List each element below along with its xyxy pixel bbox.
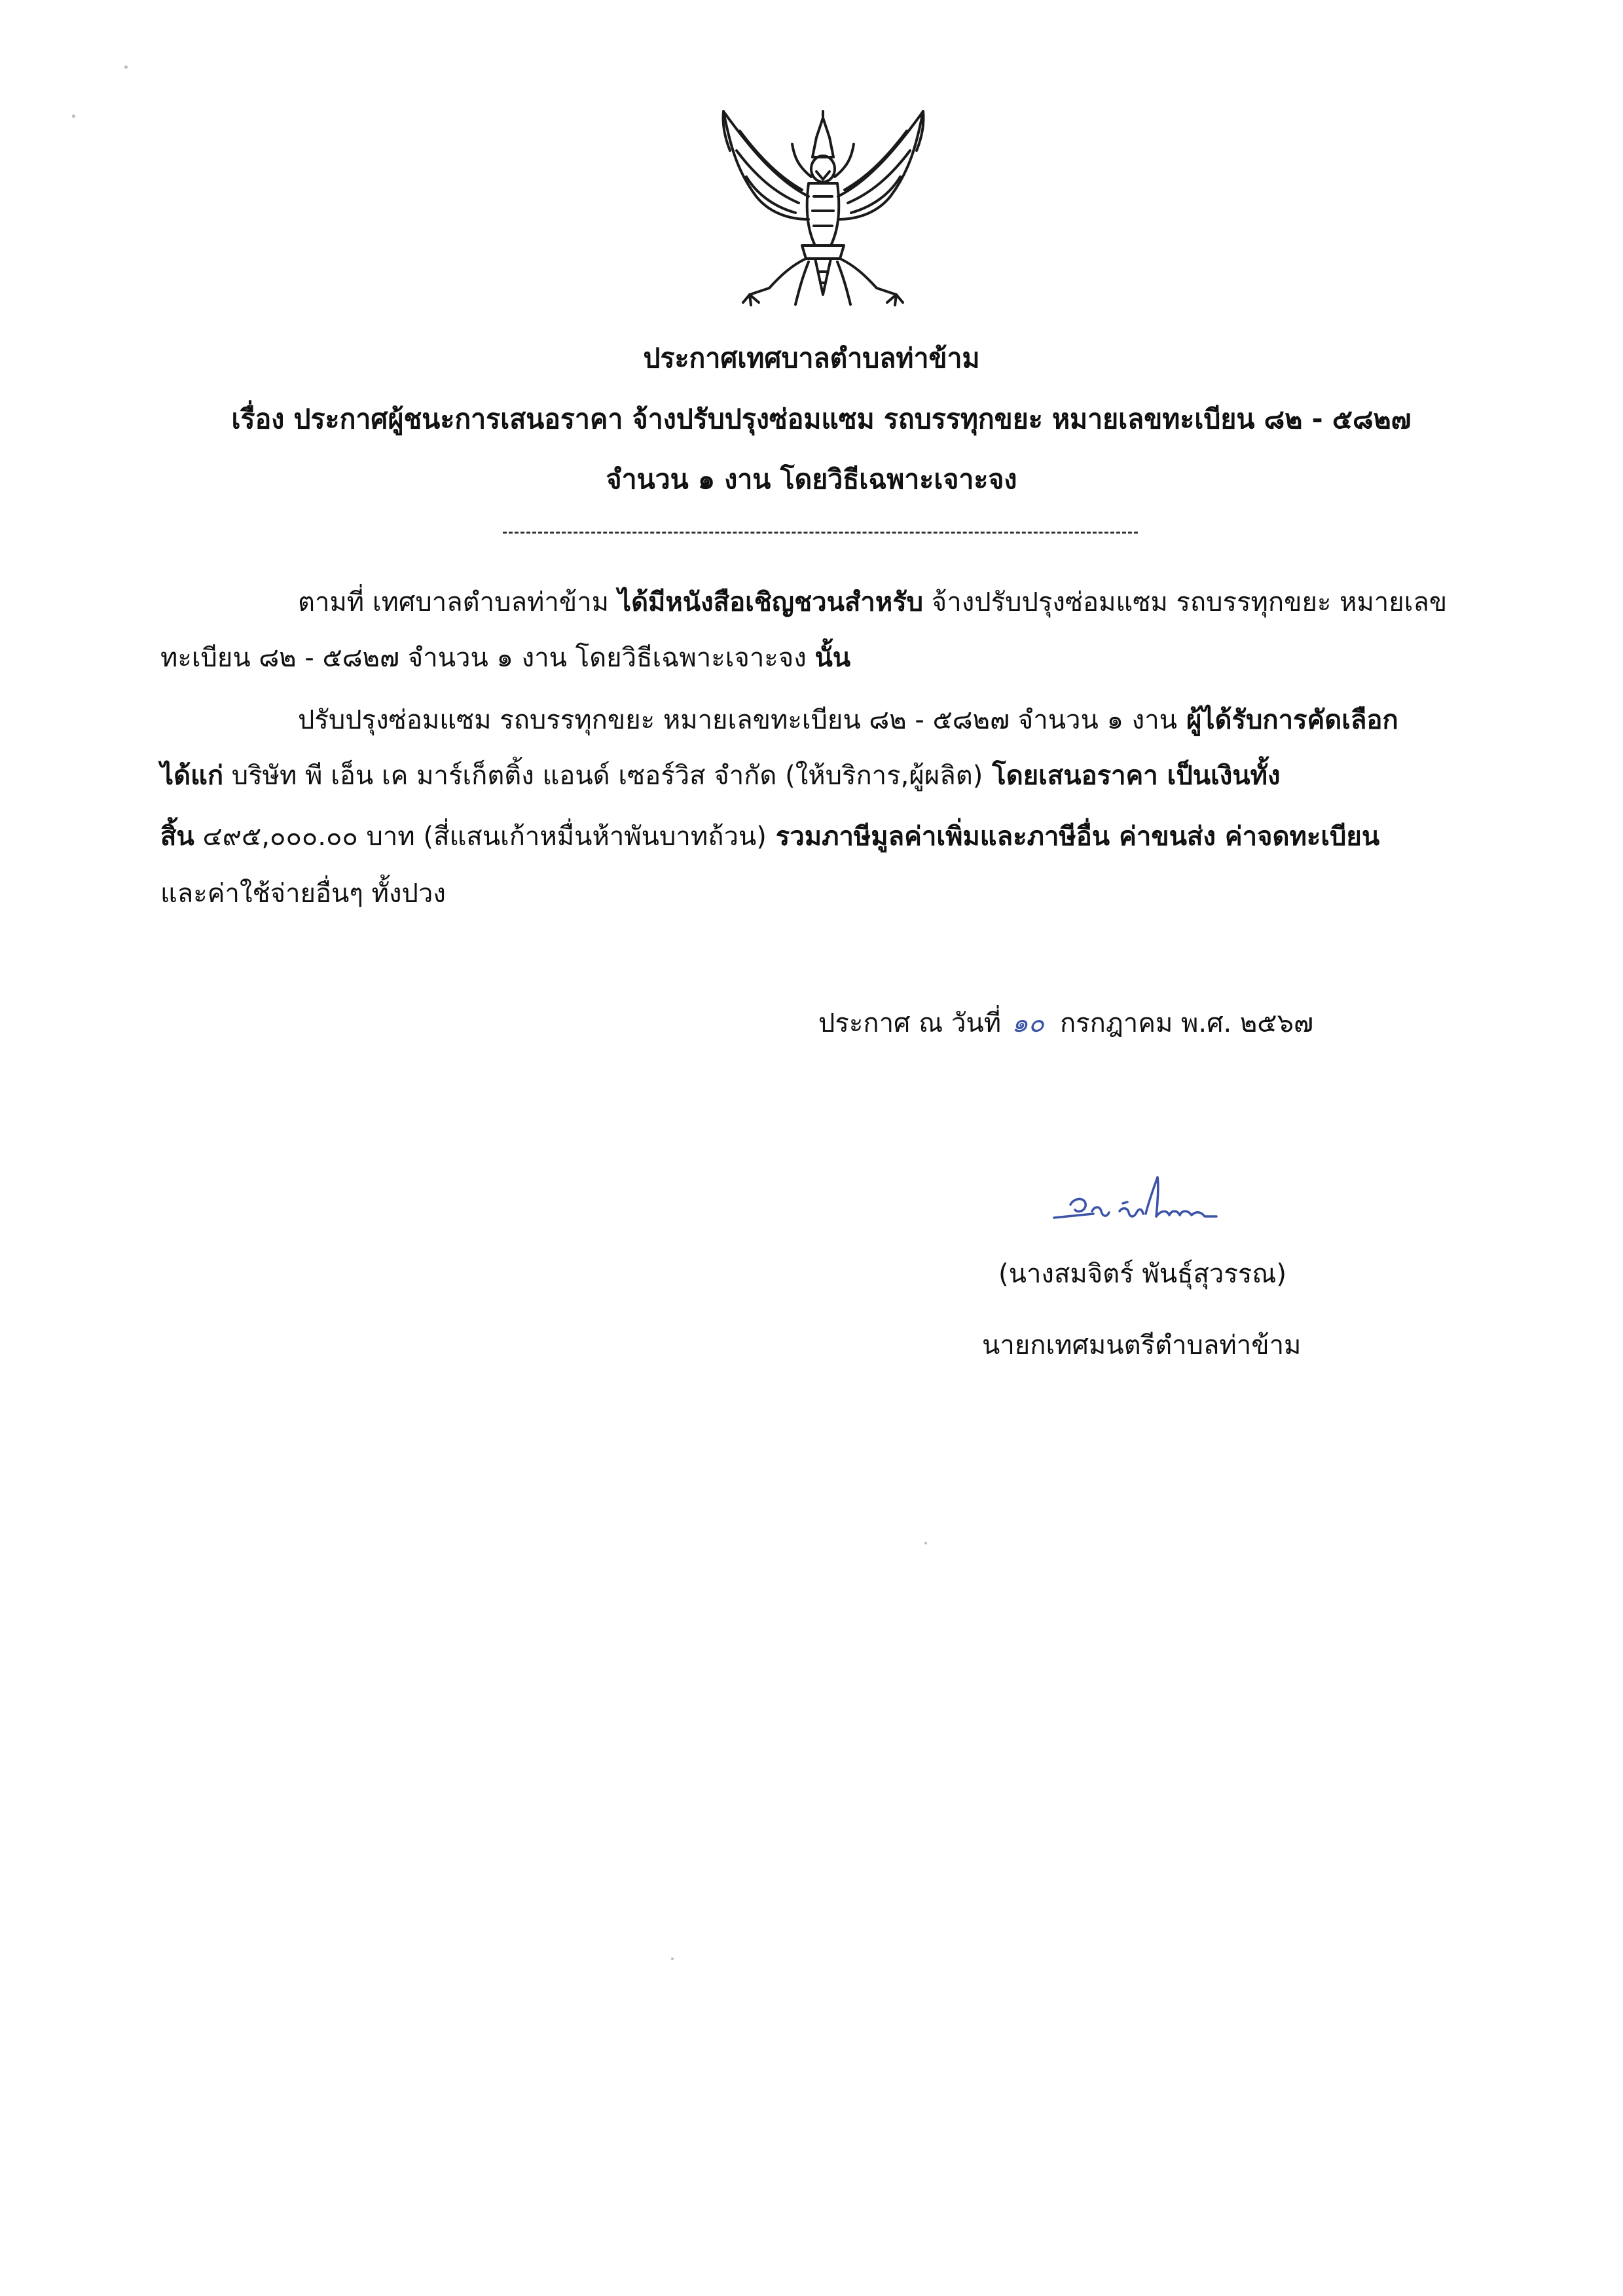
p1-text-bold: นั้น <box>814 643 851 673</box>
divider <box>503 532 1138 534</box>
date-prefix: ประกาศ ณ วันที่ <box>818 1008 1002 1038</box>
signer-title: นายกเทศมนตรีตำบลท่าข้าม <box>982 1330 1302 1360</box>
garuda-emblem-icon <box>710 98 936 314</box>
p2-text-bold: สิ้น <box>160 822 194 852</box>
announcement-date <box>818 1002 1313 1044</box>
scan-speck <box>124 65 128 69</box>
scan-speck <box>671 1958 674 1960</box>
scan-speck <box>72 115 75 118</box>
p2-text: ปรับปรุงซ่อมแซม รถบรรทุกขยะ หมายเลขทะเบียน ๘๒ - ๕๘๒๗ จำนวน ๑ งาน <box>298 705 1178 735</box>
announcement-subject: เรื่อง ประกาศผู้ชนะการเสนอราคา จ้างปรับปรุงซ่อมแซม รถบรรทุกขยะ หมายเลขทะเบียน ๘๒ - ๕๘๒๗ <box>231 403 1412 435</box>
p2-text-bold: ได้แก่ <box>160 761 224 791</box>
p2-text-bold: ผู้ได้รับการคัดเลือก <box>1177 705 1398 735</box>
p1-text: ตามที่ เทศบาลตำบลท่าข้าม <box>298 587 610 617</box>
p1-text-bold: ได้มีหนังสือเชิญชวนสำหรับ <box>609 587 924 617</box>
p1-text: ทะเบียน ๘๒ - ๕๘๒๗ จำนวน ๑ งาน โดยวิธีเฉพาะเจาะจง <box>160 643 815 673</box>
paragraph-1-line-1 <box>298 589 1447 615</box>
p2-text-bold: รวมภาษีมูลค่าเพิ่มและภาษีอื่น ค่าขนส่ง ค่าจดทะเบียน <box>766 822 1380 852</box>
p2-text-bold: โดยเสนอราคา เป็นเงินทั้ง <box>983 761 1281 791</box>
p1-text: จ้างปรับปรุงซ่อมแซม รถบรรทุกขยะ หมายเลข <box>923 587 1448 617</box>
date-month-year: กรกฎาคม พ.ศ. ๒๕๖๗ <box>1059 1008 1314 1038</box>
p2-text: ๔๙๕,๐๐๐.๐๐ บาท (สี่แสนเก้าหมื่นห้าพันบาทถ้วน) <box>194 822 767 852</box>
paragraph-2-line-4 <box>160 881 446 907</box>
paragraph-2-line-2 <box>160 763 1281 789</box>
signature-icon <box>1041 1172 1257 1250</box>
announcement-subject-cont: จำนวน ๑ งาน โดยวิธีเฉพาะเจาะจง <box>606 464 1017 495</box>
p2-text: บริษัท พี เอ็น เค มาร์เก็ตติ้ง แอนด์ เซอร์วิส จำกัด (ให้บริการ,ผู้ผลิต) <box>223 761 983 791</box>
paragraph-2-line-1 <box>298 707 1398 733</box>
scan-speck <box>924 1542 927 1544</box>
announcement-title: ประกาศเทศบาลตำบลท่าข้าม <box>643 342 980 374</box>
signer-name: (นางสมจิตร์ พันธุ์สุวรรณ) <box>998 1259 1287 1289</box>
date-day: ๑๐ <box>1012 1008 1044 1038</box>
p2-text: และค่าใช้จ่ายอื่นๆ ทั้งปวง <box>160 879 446 909</box>
paragraph-2-line-3 <box>160 824 1379 850</box>
paragraph-1-line-2 <box>160 645 850 671</box>
